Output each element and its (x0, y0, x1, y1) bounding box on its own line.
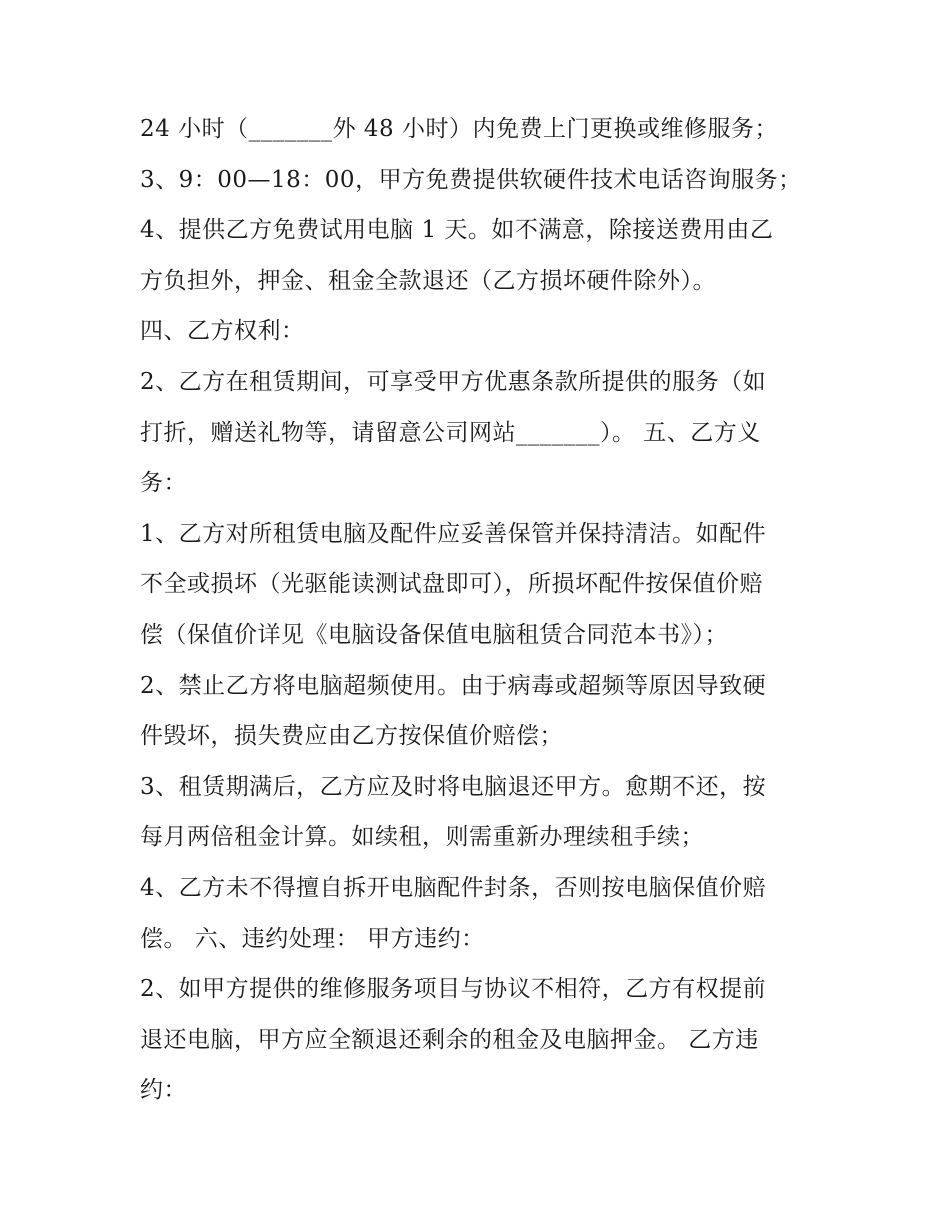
document-body (140, 104, 820, 1116)
text-line: 4、乙方未不得擅自拆开电脑配件封条，否则按电脑保值价赔 (140, 874, 767, 901)
text-line: 偿（保值价详见《电脑设备保值电脑租赁合同范本书》）； (140, 621, 728, 648)
text-line: 打折，赠送礼物等，请留意公司网站_______）。 五、乙方义 (140, 419, 761, 446)
text-line: 件毁坏，损失费应由乙方按保值价赔偿； (140, 723, 563, 750)
text-line: 1、乙方对所租赁电脑及配件应妥善保管并保持清洁。如配件 (140, 520, 767, 547)
text-line: 2、乙方在租赁期间，可享受甲方优惠条款所提供的服务（如 (140, 368, 767, 395)
text-line: 3、9：00—18：00，甲方免费提供软硬件技术电话咨询服务； (140, 166, 802, 193)
text-line: 4、提供乙方免费试用电脑 1 天。如不满意，除接送费用由乙 (140, 217, 774, 244)
text-line: 每月两倍租金计算。如续租，则需重新办理续租手续； (140, 824, 704, 851)
text-line: 务： (140, 470, 187, 497)
text-line: 2、如甲方提供的维修服务项目与协议不相符，乙方有权提前 (140, 976, 767, 1003)
text-line: 约： (140, 1077, 187, 1104)
text-line: 方负担外，押金、租金全款退还（乙方损坏硬件除外）。 (140, 267, 716, 294)
section-heading: 四、乙方权利： (140, 318, 305, 345)
text-line: 不全或损坏（光驱能读测试盘即可），所损坏配件按保值价赔 (140, 571, 763, 598)
text-line: 2、禁止乙方将电脑超频使用。由于病毒或超频等原因导致硬 (140, 672, 767, 699)
text-line: 24 小时（_______外 48 小时）内免费上门更换或维修服务； (140, 116, 778, 142)
text-line: 3、租赁期满后，乙方应及时将电脑退还甲方。愈期不还，按 (140, 773, 767, 800)
text-line: 偿。 六、违约处理： 甲方违约： (140, 925, 485, 952)
text-line: 退还电脑，甲方应全额退还剩余的租金及电脑押金。 乙方违 (140, 1026, 759, 1053)
